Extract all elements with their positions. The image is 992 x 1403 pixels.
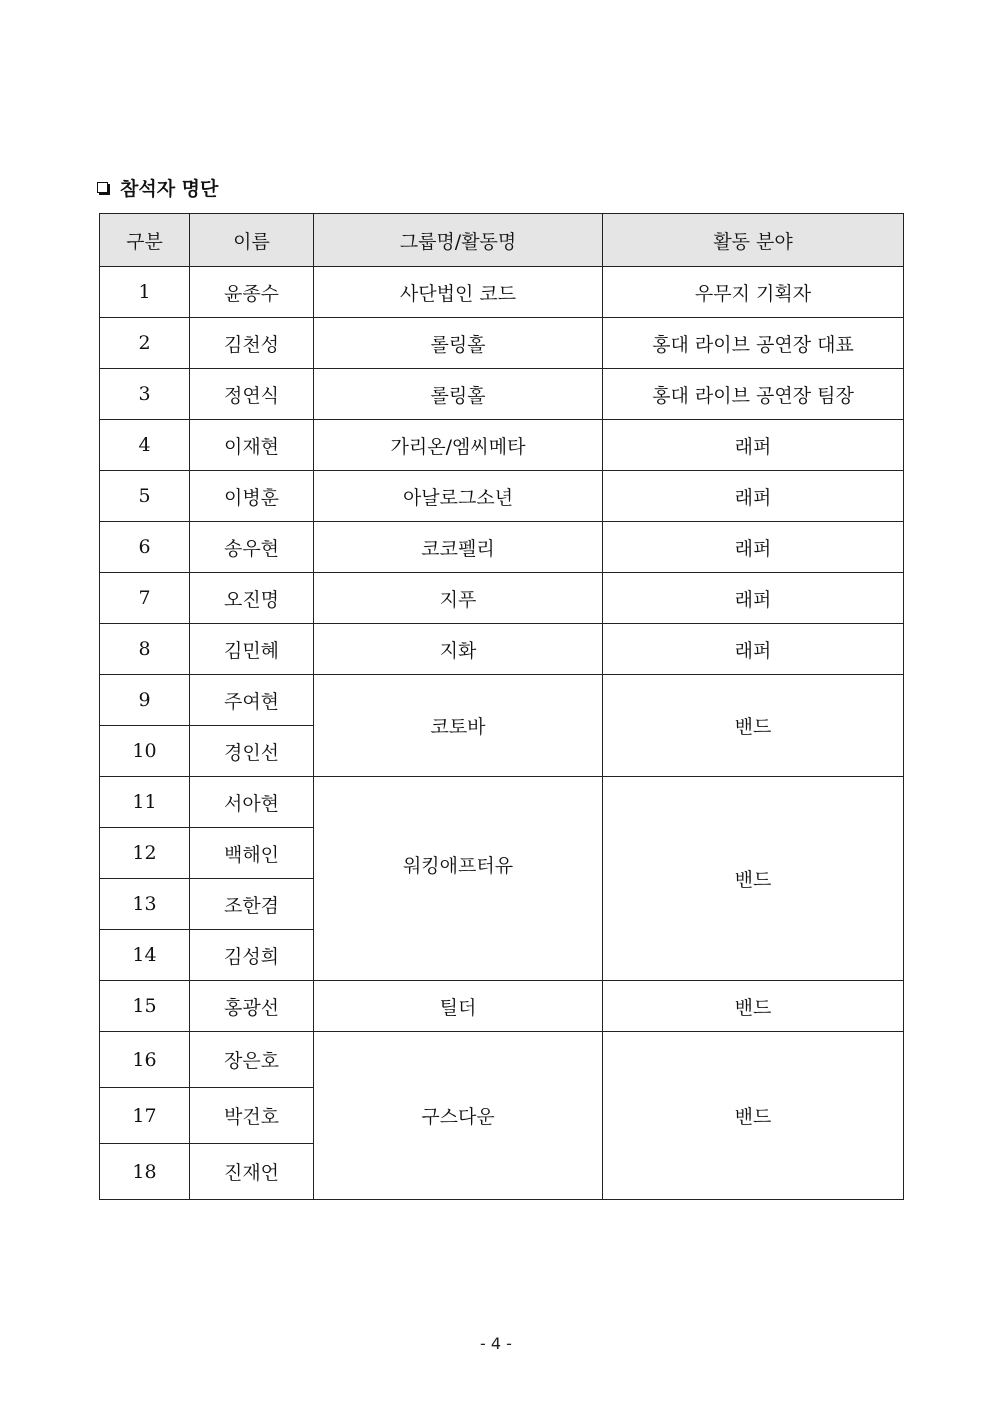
row-group: 구스다운 bbox=[314, 1032, 603, 1200]
row-number: 12 bbox=[100, 828, 190, 879]
row-field: 래퍼 bbox=[603, 573, 904, 624]
row-number: 17 bbox=[100, 1088, 190, 1144]
section-title: 참석자 명단 bbox=[120, 177, 219, 200]
header-group: 그룹명/활동명 bbox=[314, 214, 603, 267]
row-field: 래퍼 bbox=[603, 471, 904, 522]
attendee-table bbox=[99, 213, 904, 1200]
row-field: 홍대 라이브 공연장 팀장 bbox=[603, 369, 904, 420]
row-name: 홍광선 bbox=[190, 981, 314, 1032]
table-row bbox=[100, 522, 904, 573]
row-group: 사단법인 코드 bbox=[314, 267, 603, 318]
row-field: 우무지 기획자 bbox=[603, 267, 904, 318]
row-name: 정연식 bbox=[190, 369, 314, 420]
row-number: 7 bbox=[100, 573, 190, 624]
row-group: 가리온/엠씨메타 bbox=[314, 420, 603, 471]
row-name: 김민혜 bbox=[190, 624, 314, 675]
row-group: 코토바 bbox=[314, 675, 603, 777]
row-number: 15 bbox=[100, 981, 190, 1032]
row-name: 조한겸 bbox=[190, 879, 314, 930]
row-group: 지푸 bbox=[314, 573, 603, 624]
row-number: 18 bbox=[100, 1144, 190, 1200]
row-name: 김성희 bbox=[190, 930, 314, 981]
row-field: 래퍼 bbox=[603, 522, 904, 573]
row-number: 14 bbox=[100, 930, 190, 981]
row-name: 오진명 bbox=[190, 573, 314, 624]
table-row bbox=[100, 420, 904, 471]
row-number: 9 bbox=[100, 675, 190, 726]
table-row bbox=[100, 777, 904, 828]
row-field: 밴드 bbox=[603, 777, 904, 981]
section-heading bbox=[97, 172, 218, 202]
row-number: 8 bbox=[100, 624, 190, 675]
row-number: 10 bbox=[100, 726, 190, 777]
row-group: 아날로그소년 bbox=[314, 471, 603, 522]
checkbox-icon bbox=[97, 182, 108, 193]
row-group: 지화 bbox=[314, 624, 603, 675]
row-name: 김천성 bbox=[190, 318, 314, 369]
table-row bbox=[100, 573, 904, 624]
row-number: 2 bbox=[100, 318, 190, 369]
row-group: 틸더 bbox=[314, 981, 603, 1032]
row-group: 롤링홀 bbox=[314, 369, 603, 420]
row-number: 3 bbox=[100, 369, 190, 420]
header-name: 이름 bbox=[190, 214, 314, 267]
table-row bbox=[100, 267, 904, 318]
header-field: 활동 분야 bbox=[603, 214, 904, 267]
row-name: 윤종수 bbox=[190, 267, 314, 318]
row-name: 서아현 bbox=[190, 777, 314, 828]
row-group: 롤링홀 bbox=[314, 318, 603, 369]
row-number: 16 bbox=[100, 1032, 190, 1088]
row-field: 밴드 bbox=[603, 675, 904, 777]
header-number: 구분 bbox=[100, 214, 190, 267]
row-number: 11 bbox=[100, 777, 190, 828]
row-name: 경인선 bbox=[190, 726, 314, 777]
row-field: 홍대 라이브 공연장 대표 bbox=[603, 318, 904, 369]
row-field: 밴드 bbox=[603, 1032, 904, 1200]
row-name: 주여현 bbox=[190, 675, 314, 726]
row-field: 래퍼 bbox=[603, 624, 904, 675]
row-number: 6 bbox=[100, 522, 190, 573]
table-header-row bbox=[100, 214, 904, 267]
row-name: 송우현 bbox=[190, 522, 314, 573]
row-name: 이재현 bbox=[190, 420, 314, 471]
row-field: 밴드 bbox=[603, 981, 904, 1032]
page-number: - 4 - bbox=[480, 1334, 512, 1353]
table-row bbox=[100, 369, 904, 420]
table-row bbox=[100, 675, 904, 726]
row-name: 이병훈 bbox=[190, 471, 314, 522]
row-name: 백해인 bbox=[190, 828, 314, 879]
table-row bbox=[100, 1032, 904, 1088]
row-field: 래퍼 bbox=[603, 420, 904, 471]
row-name: 장은호 bbox=[190, 1032, 314, 1088]
row-group: 코코펠리 bbox=[314, 522, 603, 573]
row-number: 1 bbox=[100, 267, 190, 318]
row-number: 4 bbox=[100, 420, 190, 471]
table-row bbox=[100, 624, 904, 675]
row-name: 박건호 bbox=[190, 1088, 314, 1144]
row-number: 5 bbox=[100, 471, 190, 522]
row-name: 진재언 bbox=[190, 1144, 314, 1200]
row-group: 워킹애프터유 bbox=[314, 777, 603, 981]
table-row bbox=[100, 471, 904, 522]
table-row bbox=[100, 981, 904, 1032]
table-row bbox=[100, 318, 904, 369]
row-number: 13 bbox=[100, 879, 190, 930]
